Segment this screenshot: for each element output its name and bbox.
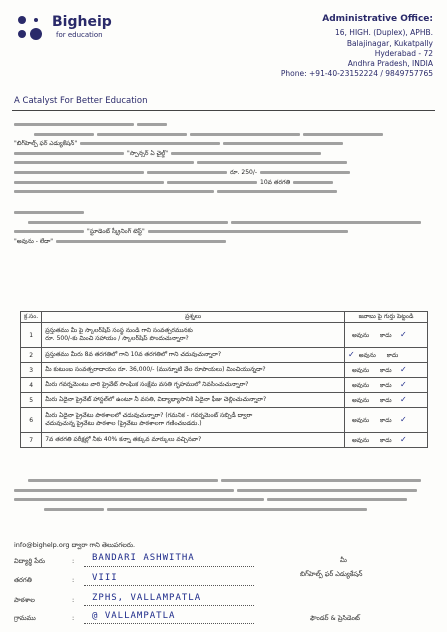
office-title: Administrative Office: (322, 14, 433, 24)
row-answer[interactable]: అవును కాదు ✓ (345, 378, 428, 393)
student-name-value: BANDARI ASHWITHA (92, 553, 195, 563)
office-line: Balajinagar, Kukatpally (346, 38, 433, 48)
tagline: A Catalyst For Better Education (14, 96, 148, 106)
school-underline (84, 605, 254, 606)
row-answer[interactable]: అవును కాదు ✓ (345, 393, 428, 408)
row-question: ప్రస్తుతము మీరు 8వ తరగతిలో గాని 10వ తరగతిలో గాని చదువుచున్నారా? (42, 348, 345, 363)
tick-mark-icon: ✓ (400, 415, 407, 424)
yes-no-inline: "అవును - లేదా" (14, 237, 54, 245)
tick-mark-icon: ✓ (400, 435, 407, 444)
tick-mark-icon: ✓ (348, 350, 355, 359)
row-question: మీ కుటుంబ సంవత్సరాదాయం రూ. 36,000/- (మున్నూటి వేల రూపాయలు) మించియున్నదా? (42, 363, 345, 378)
bighelp-logo-icon (14, 12, 48, 46)
table-row (21, 393, 428, 408)
class-underline (84, 585, 254, 586)
table-row (21, 408, 428, 433)
tick-mark-icon: ✓ (400, 380, 407, 389)
row-number: 6 (21, 408, 42, 433)
screening-test-inline: "స్టూడెంట్ స్క్రీనింగ్ టెస్ట్" (87, 228, 145, 236)
table-row (21, 378, 428, 393)
instructions-paragraph (14, 208, 433, 246)
row-number: 4 (21, 378, 42, 393)
village-label: గ్రామము (14, 614, 36, 622)
signatory-title: ఫౌండర్ & ప్రెసిడెంట్ (310, 614, 360, 622)
row-number: 7 (21, 433, 42, 448)
row-answer[interactable]: అవును కాదు ✓ (345, 323, 428, 348)
class-inline: 10వ తరగతి (260, 178, 291, 186)
tick-mark-icon: ✓ (400, 395, 407, 404)
closing-word: మీ (340, 556, 347, 564)
row-number: 2 (21, 348, 42, 363)
col-header-questions: ప్రశ్నలు (42, 312, 345, 323)
row-question: 7వ తరగతి పరీక్షల్లో నీకు 40% కన్నా తక్కువ మార్కులు వచ్చినవా? (42, 433, 345, 448)
brand-subtitle: for education (56, 31, 103, 39)
class-value: VIII (92, 573, 118, 583)
table-row (21, 433, 428, 448)
office-address (233, 14, 433, 80)
col-header-sno: క్ర.సం. (21, 312, 42, 323)
intro-paragraph (14, 120, 433, 197)
header-divider (12, 110, 435, 111)
school-label: పాఠశాల (14, 596, 35, 604)
row-number: 1 (21, 323, 42, 348)
sponsor-child-inline: "స్పాన్సర్ ఏ చైల్డ్" (127, 149, 169, 157)
brand-name: Bigheip (52, 14, 112, 30)
row-number: 5 (21, 393, 42, 408)
row-answer[interactable]: అవును కాదు ✓ (345, 408, 428, 433)
office-line: 16, HIGH. (Duplex), APHB. (335, 28, 433, 38)
row-answer[interactable]: ✓ అవును కాదు (345, 348, 428, 363)
row-answer[interactable]: అవును కాదు ✓ (345, 433, 428, 448)
name-underline (84, 566, 254, 567)
col-header-answer: జవాబు పై గుర్తు పెట్టండి (345, 312, 428, 323)
tick-mark-icon: ✓ (400, 330, 407, 339)
row-question: మీరు ఏదైనా ప్రైవేట్ హాస్టల్‌లో ఉంటూ నీ వసతి, విద్యాభ్యాసానికి ఏదైనా ఫీజు చెల్లించుచున్నారా? (42, 393, 345, 408)
name-label: విద్యార్థి పేరు (14, 557, 46, 565)
amount-inline: రూ. 250/- (230, 168, 258, 176)
office-line: Andhra Pradesh, INDIA (347, 59, 433, 69)
row-question: మీరు గవర్నమెంటు వారి ప్రైవేట్ సాంఘిక సంక్షేమ వసతి గృహములో నివసించుచున్నారా? (42, 378, 345, 393)
tick-mark-icon: ✓ (400, 365, 407, 374)
notes-paragraph (14, 476, 433, 514)
office-line: Hyderabad - 72 (374, 48, 433, 58)
row-question: ప్రస్తుతము మీ పై స్కాలర్‌షిప్‌ సంస్థ నుండి గాని సంవత్సరమునకు రూ. 500/-కు మించి సహాయం / స్కాలర్‌షిప్ పొందుచున్నారా? (42, 323, 345, 348)
org-name-inline: "బిగ్‌హెల్ప్ ఫర్ ఎడ్యుకేషన్" (14, 140, 78, 148)
row-answer[interactable]: అవును కాదు ✓ (345, 363, 428, 378)
school-value: ZPHS, VALLAMPATLA (92, 593, 202, 603)
table-row (21, 323, 428, 348)
row-number: 3 (21, 363, 42, 378)
closing-org: బిగ్‌హెల్ప్ ఫర్ ఎడ్యుకేషన్ (300, 570, 363, 578)
class-label: తరగతి (14, 576, 32, 584)
village-value: @ VALLAMPATLA (92, 611, 176, 621)
row-question: మీరు ఏదైనా ప్రైవేటు పాఠశాలలో చదువుచున్నారా? (గమనిక - గవర్నమెంట్ సబ్సిడీ ద్వారా చదువుచున్న ప్రైవేటు పాఠశాల (ప్రైవేటు పాఠశాలగా గణించబడదు.) (42, 408, 345, 433)
table-row (21, 348, 428, 363)
village-underline (84, 623, 254, 624)
email-line: info@bighelp.org ద్వారా గాని తెలుపగలరు. (14, 541, 136, 549)
office-phone: Phone: +91-40-23152224 / 9849757765 (280, 69, 433, 79)
table-row (21, 363, 428, 378)
document-page: Bigheip for education A Catalyst For Better Education Administrative Office: 16, HIGH. (Duplex), APHB. Balajinagar, Kukatpally Hyderabad - 72 Andhra Pradesh, INDIA Phone: +91-40-23152224 / 9849757765 "బిగ్‌హెల్ప్ ఫర్ ఎడ్యుకేషన్" "స్పాన్సర్ ఏ చైల్డ్" రూ. 250/- 10వ తరగతి "స్టూడెంట్ స్క్రీనింగ్ టెస్ట్" "అవును - లేదా" క్ర.సం. ప్రశ్నలు జవాబు పై గుర్తు పెట్టండి 1 ప్రస్తుతము మీ పై స్కాలర్‌షిప్‌ సంస్థ నుండి గాని సంవత్సరమునకు రూ. 500/-కు మించి సహాయం / స్కాలర్‌షిప్ పొందుచున్నారా? అవును కాదు ✓ 2 ప్రస్తుతము మీరు 8వ తరగతిలో గాని 10వ తరగతిలో గాని చదువుచున్నారా? ✓ అవును కాదు 3 మీ కుటుంబ సంవత్సరాదాయం రూ. 36,000/- (మున్నూటి వేల రూపాయలు) మించియున్నదా? అవును కాదు ✓ 4 మీరు గవర్నమెంటు వారి ప్రైవేట్ సాంఘిక సంక్షేమ వసతి గృహములో నివసించుచున్నారా? అవును కాదు ✓ 5 మీరు ఏదైనా ప్రైవేట్ హాస్టల్‌లో ఉంటూ నీ వసతి, విద్యాభ్యాసానికి ఏదైనా ఫీజు చెల్లించుచున్నారా? అవును కాదు ✓ 6 మీరు ఏదైనా ప్రైవేటు పాఠశాలలో చదువుచున్నారా? (గమనిక - గవర్నమెంట్ సబ్సిడీ ద్వారా చదువుచున్న ప్రైవేటు పాఠశాల (ప్రైవేటు పాఠశాలగా గణించబడదు.) అవును కాదు ✓ 7 7వ తరగతి పరీక్షల్లో నీకు 40% కన్నా తక్కువ మార్కులు వచ్చినవా? అవును కాదు ✓ info@bighelp.org ద్వారా గాని తెలుపగలరు. విద్యార్థి పేరు : BANDARI ASHWITHA తరగతి : VIII పాఠశాల : ZPHS, VALLAMPATLA గ్రామము : @ VALLAMPATLA మీ బిగ్‌హెల్ప్ ఫర్ ఎడ్యుకేషన్ ఫౌండర్ & ప్రెసిడెంట్ (14, 14, 433, 622)
screening-table (20, 311, 428, 448)
